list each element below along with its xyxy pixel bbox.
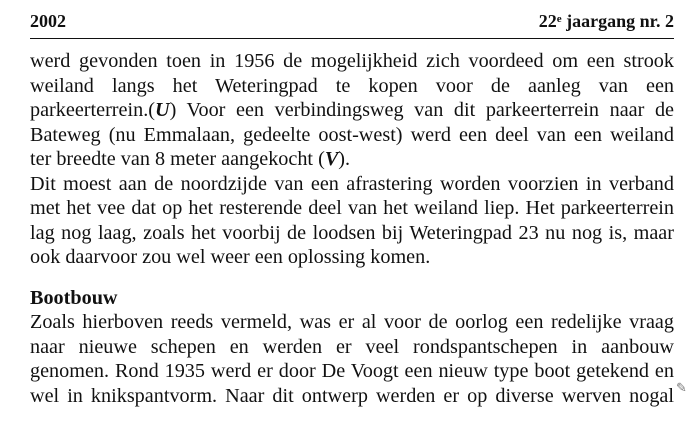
text-line: lag nog laag, zoals het voorbij de loodsen bij Weteringpad 23 nu nog is, maar: [30, 221, 674, 244]
page-header: [30, 10, 674, 39]
text-line: naar nieuwe schepen en werden er veel rondspantschepen in aanbouw: [30, 335, 674, 358]
text-line: Bateweg (nu Emmalaan, gedeelte oost-west) werd een deel van een weiland: [30, 123, 674, 146]
text-line: genomen. Rond 1935 werd er door De Voogt een nieuw type boot getekend en: [30, 360, 674, 382]
text-line: parkeerterrein.(U) Voor een verbindingsweg van dit parkeerterrein naar de: [30, 99, 674, 121]
text-line: Dit moest aan de noordzijde van een afrastering worden voorzien in verband: [30, 172, 674, 195]
text-line: wel in knikspantvorm. Naar dit ontwerp werden er op diverse werven nogal: [30, 384, 674, 407]
section-heading-bootbouw: Bootbouw: [30, 286, 118, 309]
text-line: weiland langs het Weteringpad te kopen voor de aanleg van een: [30, 74, 674, 97]
paragraph-parkeerterrein: [30, 49, 674, 172]
text-line: werd gevonden toen in 1956 de mogelijkheid zich voordeed om een strook: [30, 50, 674, 72]
header-volume: 22e jaargang nr. 2: [538, 11, 674, 31]
header-year: 2002: [30, 11, 66, 31]
text-line: ter breedte van 8 meter aangekocht (V).: [30, 148, 351, 170]
document-page: [30, 10, 674, 408]
paragraph-bootbouw: [30, 310, 674, 408]
text-line: ook daarvoor zou wel weer een oplossing komen.: [30, 246, 431, 268]
scan-mark-icon: ✎: [676, 381, 687, 396]
text-line: Zoals hierboven reeds vermeld, was er al voor de oorlog een redelijke vraag: [30, 311, 674, 333]
paragraph-afrastering: [30, 172, 674, 270]
text-line: met het vee dat op het resterende deel van het weiland liep. Het parkeerterrein: [30, 197, 674, 219]
